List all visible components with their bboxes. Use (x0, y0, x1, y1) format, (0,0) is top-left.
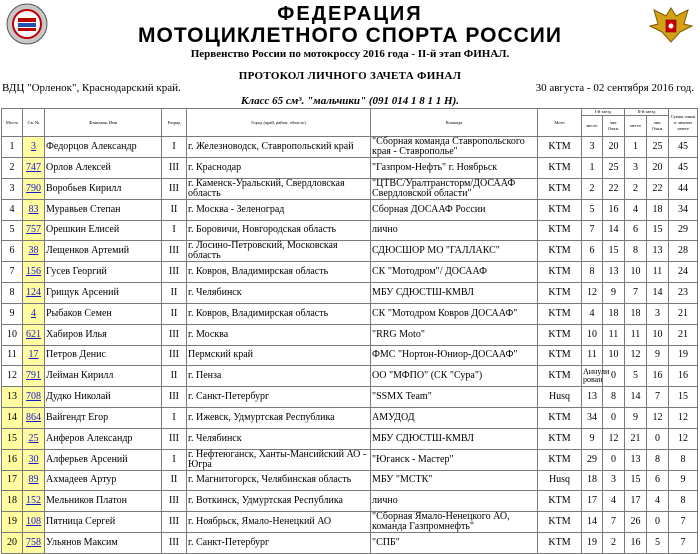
team-cell: МБУ СДЮСТШ-КМВЛ (371, 428, 538, 449)
sum-cell: 29 (669, 220, 698, 241)
city-cell: г. Нефтеюганск, Ханты-Мансийский АО - Югра (187, 449, 371, 470)
col-header-race1-points: лич. Очки. (603, 116, 625, 137)
race2-points-cell: 7 (647, 387, 669, 408)
race1-points-cell: 25 (603, 158, 625, 179)
team-cell: АМУДОД (371, 407, 538, 428)
race2-points-cell: 4 (647, 491, 669, 512)
table-row (2, 449, 698, 470)
name-cell: Воробьев Кирилл (45, 178, 162, 199)
race1-points-cell: 22 (603, 178, 625, 199)
rank-cell: III (162, 345, 187, 366)
place-cell: 14 (2, 407, 23, 428)
moto-cell: KTM (538, 283, 582, 304)
race2-points-cell: 10 (647, 324, 669, 345)
race2-place-cell: 26 (625, 512, 647, 533)
place-cell: 9 (2, 303, 23, 324)
license-cell[interactable]: 758 (23, 533, 45, 554)
col-header-race1: I-й заезд (582, 109, 625, 116)
race1-place-cell: 34 (582, 407, 603, 428)
rank-cell: II (162, 199, 187, 220)
team-cell: "SSMX Team" (371, 387, 538, 408)
license-cell[interactable]: 124 (23, 283, 45, 304)
rank-cell: III (162, 491, 187, 512)
sum-cell: 12 (669, 407, 698, 428)
race2-points-cell: 20 (647, 158, 669, 179)
name-cell: Мельников Платон (45, 491, 162, 512)
place-cell: 3 (2, 178, 23, 199)
race2-place-cell: 18 (625, 303, 647, 324)
race1-points-cell: 0 (603, 449, 625, 470)
place-cell: 1 (2, 137, 23, 158)
table-row (2, 491, 698, 512)
name-cell: Орешкин Елисей (45, 220, 162, 241)
race2-points-cell: 15 (647, 220, 669, 241)
col-header-race1-place: место (582, 116, 603, 137)
race1-place-cell: Аннули рован (582, 366, 603, 387)
moto-cell: KTM (538, 407, 582, 428)
race2-place-cell: 15 (625, 470, 647, 491)
moto-cell: KTM (538, 491, 582, 512)
race2-place-cell: 13 (625, 449, 647, 470)
dates-text: 30 августа - 02 сентября 2016 год. (535, 82, 694, 94)
race1-place-cell: 6 (582, 241, 603, 262)
moto-cell: KTM (538, 262, 582, 283)
protocol-title: ПРОТОКОЛ ЛИЧНОГО ЗАЧЕТА ФИНАЛ (238, 70, 462, 82)
name-cell: Вайгендт Егор (45, 407, 162, 428)
rank-cell: III (162, 387, 187, 408)
race1-points-cell: 12 (603, 428, 625, 449)
place-cell: 19 (2, 512, 23, 533)
race2-points-cell: 0 (647, 512, 669, 533)
sum-cell: 9 (669, 470, 698, 491)
place-cell: 17 (2, 470, 23, 491)
moto-cell: KTM (538, 178, 582, 199)
race2-place-cell: 1 (625, 137, 647, 158)
col-header-race2: II-й заезд (625, 109, 669, 116)
team-cell: МБУ СДЮСТШ-КМВЛ (371, 283, 538, 304)
team-cell: лично (371, 220, 538, 241)
table-row (2, 303, 698, 324)
moto-cell: Husq (538, 387, 582, 408)
rank-cell: III (162, 324, 187, 345)
city-cell: г. Ковров, Владимирская область (187, 303, 371, 324)
table-row (2, 407, 698, 428)
table-row (2, 158, 698, 179)
moto-cell: KTM (538, 241, 582, 262)
sum-cell: 12 (669, 428, 698, 449)
place-cell: 7 (2, 262, 23, 283)
name-cell: Алферьев Арсений (45, 449, 162, 470)
table-row (2, 137, 698, 158)
col-header-place: Место (2, 109, 23, 137)
race1-points-cell: 11 (603, 324, 625, 345)
race1-place-cell: 2 (582, 178, 603, 199)
city-cell: г. Челябинск (187, 283, 371, 304)
moto-cell: KTM (538, 137, 582, 158)
sum-cell: 45 (669, 158, 698, 179)
federation-title: ФЕДЕРАЦИЯ (277, 3, 423, 25)
moto-cell: KTM (538, 533, 582, 554)
race2-points-cell: 25 (647, 137, 669, 158)
race1-points-cell: 10 (603, 345, 625, 366)
name-cell: Федорцов Александр (45, 137, 162, 158)
team-cell: "ЦТВС/Уралтрансторм/ДОСААФ Свердловской области" (371, 178, 538, 199)
team-cell: "RRG Moto" (371, 324, 538, 345)
table-row (2, 283, 698, 304)
table-row (2, 220, 698, 241)
name-cell: Лещенков Артемий (45, 241, 162, 262)
race1-points-cell: 2 (603, 533, 625, 554)
moto-cell: KTM (538, 324, 582, 345)
table-row (2, 199, 698, 220)
city-cell: Пермский край (187, 345, 371, 366)
race2-place-cell: 21 (625, 428, 647, 449)
city-cell: г. Каменск-Уральский, Свердловская область (187, 178, 371, 199)
name-cell: Ахмадеев Артур (45, 470, 162, 491)
table-row (2, 470, 698, 491)
license-cell[interactable]: 757 (23, 220, 45, 241)
col-header-name: Фамилия, Имя (45, 109, 162, 137)
team-cell: "Юганск - Мастер" (371, 449, 538, 470)
table-row (2, 241, 698, 262)
rank-cell: I (162, 137, 187, 158)
place-cell: 20 (2, 533, 23, 554)
col-header-team: Команда (371, 109, 538, 137)
license-cell[interactable]: 747 (23, 158, 45, 179)
license-cell[interactable]: 38 (23, 241, 45, 262)
race2-points-cell: 9 (647, 345, 669, 366)
city-cell: г. Ижевск, Удмуртская Республика (187, 407, 371, 428)
rank-cell: II (162, 470, 187, 491)
license-cell[interactable]: 25 (23, 428, 45, 449)
city-cell: г. Москва - Зеленоград (187, 199, 371, 220)
rank-cell: I (162, 407, 187, 428)
city-cell: г. Ковров, Владимирская область (187, 262, 371, 283)
race1-place-cell: 1 (582, 158, 603, 179)
city-cell: г. Боровичи, Новгородская область (187, 220, 371, 241)
race1-points-cell: 18 (603, 303, 625, 324)
race2-place-cell: 11 (625, 324, 647, 345)
race2-points-cell: 0 (647, 428, 669, 449)
moto-cell: KTM (538, 199, 582, 220)
name-cell: Петров Денис (45, 345, 162, 366)
race2-place-cell: 16 (625, 533, 647, 554)
race2-points-cell: 5 (647, 533, 669, 554)
race1-points-cell: 4 (603, 491, 625, 512)
race1-points-cell: 20 (603, 137, 625, 158)
name-cell: Муравьев Степан (45, 199, 162, 220)
team-cell: "Сборная Ямало-Ненецкого АО, команда Газпромнефть" (371, 512, 538, 533)
moto-cell: KTM (538, 158, 582, 179)
place-cell: 2 (2, 158, 23, 179)
name-cell: Дудко Николай (45, 387, 162, 408)
race2-place-cell: 4 (625, 199, 647, 220)
race1-points-cell: 7 (603, 512, 625, 533)
championship-subtitle: Первенство России по мотокроссу 2016 года - II-й этап ФИНАЛ. (190, 48, 510, 60)
race1-place-cell: 7 (582, 220, 603, 241)
moto-cell: KTM (538, 512, 582, 533)
rank-cell: III (162, 178, 187, 199)
rank-cell: II (162, 366, 187, 387)
race1-place-cell: 3 (582, 137, 603, 158)
race2-place-cell: 3 (625, 158, 647, 179)
rank-cell: I (162, 449, 187, 470)
race2-place-cell: 5 (625, 366, 647, 387)
race2-place-cell: 2 (625, 178, 647, 199)
city-cell: г. Краснодар (187, 158, 371, 179)
race2-place-cell: 10 (625, 262, 647, 283)
race2-place-cell: 8 (625, 241, 647, 262)
table-row (2, 512, 698, 533)
team-cell: ФМС "Нортон-Юниор-ДОСААФ" (371, 345, 538, 366)
place-cell: 16 (2, 449, 23, 470)
city-cell: г. Воткинск, Удмуртская Республика (187, 491, 371, 512)
license-cell[interactable]: 30 (23, 449, 45, 470)
name-cell: Хабиров Илья (45, 324, 162, 345)
federation-title-line2: МОТОЦИКЛЕТНОГО СПОРТА РОССИИ (138, 24, 562, 47)
moto-cell: KTM (538, 428, 582, 449)
name-cell: Лейман Кирилл (45, 366, 162, 387)
race2-points-cell: 18 (647, 199, 669, 220)
race1-place-cell: 9 (582, 428, 603, 449)
place-cell: 8 (2, 283, 23, 304)
race2-place-cell: 12 (625, 345, 647, 366)
moto-cell: KTM (538, 449, 582, 470)
race2-points-cell: 11 (647, 262, 669, 283)
race1-points-cell: 0 (603, 366, 625, 387)
license-cell[interactable]: 621 (23, 324, 45, 345)
team-cell: ОО "МФПО" (СК "Сура") (371, 366, 538, 387)
race1-place-cell: 14 (582, 512, 603, 533)
race2-place-cell: 17 (625, 491, 647, 512)
race1-place-cell: 17 (582, 491, 603, 512)
place-cell: 10 (2, 324, 23, 345)
city-cell: г. Магнитогорск, Челябинская область (187, 470, 371, 491)
sum-cell: 45 (669, 137, 698, 158)
table-row (2, 345, 698, 366)
rank-cell: III (162, 158, 187, 179)
rank-cell: III (162, 533, 187, 554)
license-cell[interactable]: 89 (23, 470, 45, 491)
race1-place-cell: 29 (582, 449, 603, 470)
results-table (1, 108, 698, 554)
race2-place-cell: 14 (625, 387, 647, 408)
place-cell: 12 (2, 366, 23, 387)
table-row (2, 428, 698, 449)
license-cell[interactable]: 108 (23, 512, 45, 533)
team-cell: "Газпром-Нефть" г. Ноябрьск (371, 158, 538, 179)
race1-place-cell: 13 (582, 387, 603, 408)
city-cell: г. Санкт-Петербург (187, 533, 371, 554)
rank-cell: III (162, 512, 187, 533)
team-cell: СК "Мотодром"/ ДОСААФ (371, 262, 538, 283)
moto-cell: KTM (538, 303, 582, 324)
race1-place-cell: 10 (582, 324, 603, 345)
race1-place-cell: 4 (582, 303, 603, 324)
race1-points-cell: 3 (603, 470, 625, 491)
col-header-license: Св. № (23, 109, 45, 137)
city-cell: г. Лосино-Петровский, Московская область (187, 241, 371, 262)
team-cell: лично (371, 491, 538, 512)
city-cell: г. Санкт-Петербург (187, 387, 371, 408)
race1-points-cell: 16 (603, 199, 625, 220)
rank-cell: II (162, 283, 187, 304)
name-cell: Гусев Георгий (45, 262, 162, 283)
city-cell: г. Пенза (187, 366, 371, 387)
name-cell: Рыбаков Семен (45, 303, 162, 324)
place-cell: 18 (2, 491, 23, 512)
table-row (2, 387, 698, 408)
license-cell[interactable]: 864 (23, 407, 45, 428)
table-row (2, 366, 698, 387)
rank-cell: III (162, 428, 187, 449)
table-row (2, 178, 698, 199)
class-line: Класс 65 см³. "мальчики" (091 014 1 8 1 1 Н). (240, 95, 460, 107)
team-cell: "СПБ" (371, 533, 538, 554)
team-cell: Сборная ДОСААФ России (371, 199, 538, 220)
license-cell[interactable]: 790 (23, 178, 45, 199)
city-cell: г. Москва (187, 324, 371, 345)
moto-cell: KTM (538, 366, 582, 387)
col-header-city: Город (край, район, область) (187, 109, 371, 137)
race2-points-cell: 16 (647, 366, 669, 387)
table-row (2, 533, 698, 554)
sum-cell: 7 (669, 533, 698, 554)
col-header-race2-place: место (625, 116, 647, 137)
venue-text: ВДЦ "Орленок", Краснодарский край. (2, 82, 181, 94)
race1-points-cell: 13 (603, 262, 625, 283)
city-cell: г. Железноводск, Ставропольский край (187, 137, 371, 158)
race1-place-cell: 5 (582, 199, 603, 220)
team-cell: СДЮСШОР МО "ГАЛЛАКС" (371, 241, 538, 262)
license-cell[interactable]: 152 (23, 491, 45, 512)
rank-cell: III (162, 241, 187, 262)
sum-cell: 8 (669, 491, 698, 512)
team-cell: "Сборная команда Ставропольского края - Ставрополье" (371, 137, 538, 158)
race1-place-cell: 11 (582, 345, 603, 366)
col-header-rank: Разряд (162, 109, 187, 137)
sum-cell: 23 (669, 283, 698, 304)
sum-cell: 44 (669, 178, 698, 199)
race2-points-cell: 12 (647, 407, 669, 428)
name-cell: Ульянов Максим (45, 533, 162, 554)
table-row (2, 324, 698, 345)
place-cell: 13 (2, 387, 23, 408)
col-header-sum: Сумма очков в личном зачете (669, 109, 698, 137)
race2-points-cell: 14 (647, 283, 669, 304)
race2-points-cell: 13 (647, 241, 669, 262)
race1-points-cell: 15 (603, 241, 625, 262)
place-cell: 5 (2, 220, 23, 241)
sum-cell: 24 (669, 262, 698, 283)
name-cell: Грищук Арсений (45, 283, 162, 304)
license-cell[interactable]: 83 (23, 199, 45, 220)
sum-cell: 21 (669, 303, 698, 324)
col-header-race2-points: лич. Очки. (647, 116, 669, 137)
place-cell: 15 (2, 428, 23, 449)
sum-cell: 8 (669, 449, 698, 470)
rank-cell: I (162, 220, 187, 241)
license-cell[interactable]: 3 (23, 137, 45, 158)
race2-points-cell: 8 (647, 449, 669, 470)
team-cell: СК "Мотодром Ковров ДОСААФ" (371, 303, 538, 324)
city-cell: г. Ноябрьск, Ямало-Ненецкий АО (187, 512, 371, 533)
sum-cell: 15 (669, 387, 698, 408)
race2-place-cell: 7 (625, 283, 647, 304)
col-header-moto: Мото (538, 109, 582, 137)
race1-place-cell: 8 (582, 262, 603, 283)
name-cell: Анферов Александр (45, 428, 162, 449)
race2-points-cell: 3 (647, 303, 669, 324)
race1-place-cell: 18 (582, 470, 603, 491)
team-cell: МБУ "МСТК" (371, 470, 538, 491)
sum-cell: 7 (669, 512, 698, 533)
race1-place-cell: 19 (582, 533, 603, 554)
race1-place-cell: 12 (582, 283, 603, 304)
name-cell: Пятница Сергей (45, 512, 162, 533)
moto-cell: KTM (538, 345, 582, 366)
place-cell: 4 (2, 199, 23, 220)
sum-cell: 28 (669, 241, 698, 262)
rank-cell: III (162, 262, 187, 283)
license-cell[interactable]: 791 (23, 366, 45, 387)
race1-points-cell: 8 (603, 387, 625, 408)
race2-points-cell: 6 (647, 470, 669, 491)
license-cell[interactable]: 708 (23, 387, 45, 408)
race1-points-cell: 14 (603, 220, 625, 241)
race1-points-cell: 0 (603, 407, 625, 428)
rank-cell: II (162, 303, 187, 324)
license-cell[interactable]: 17 (23, 345, 45, 366)
sum-cell: 21 (669, 324, 698, 345)
race2-place-cell: 6 (625, 220, 647, 241)
place-cell: 6 (2, 241, 23, 262)
table-row (2, 262, 698, 283)
sum-cell: 16 (669, 366, 698, 387)
city-cell: г. Челябинск (187, 428, 371, 449)
name-cell: Орлов Алексей (45, 158, 162, 179)
sum-cell: 19 (669, 345, 698, 366)
moto-cell: KTM (538, 220, 582, 241)
sum-cell: 34 (669, 199, 698, 220)
place-cell: 11 (2, 345, 23, 366)
race1-points-cell: 9 (603, 283, 625, 304)
race2-points-cell: 22 (647, 178, 669, 199)
license-cell[interactable]: 4 (23, 303, 45, 324)
moto-cell: Husq (538, 470, 582, 491)
race2-place-cell: 9 (625, 407, 647, 428)
license-cell[interactable]: 156 (23, 262, 45, 283)
